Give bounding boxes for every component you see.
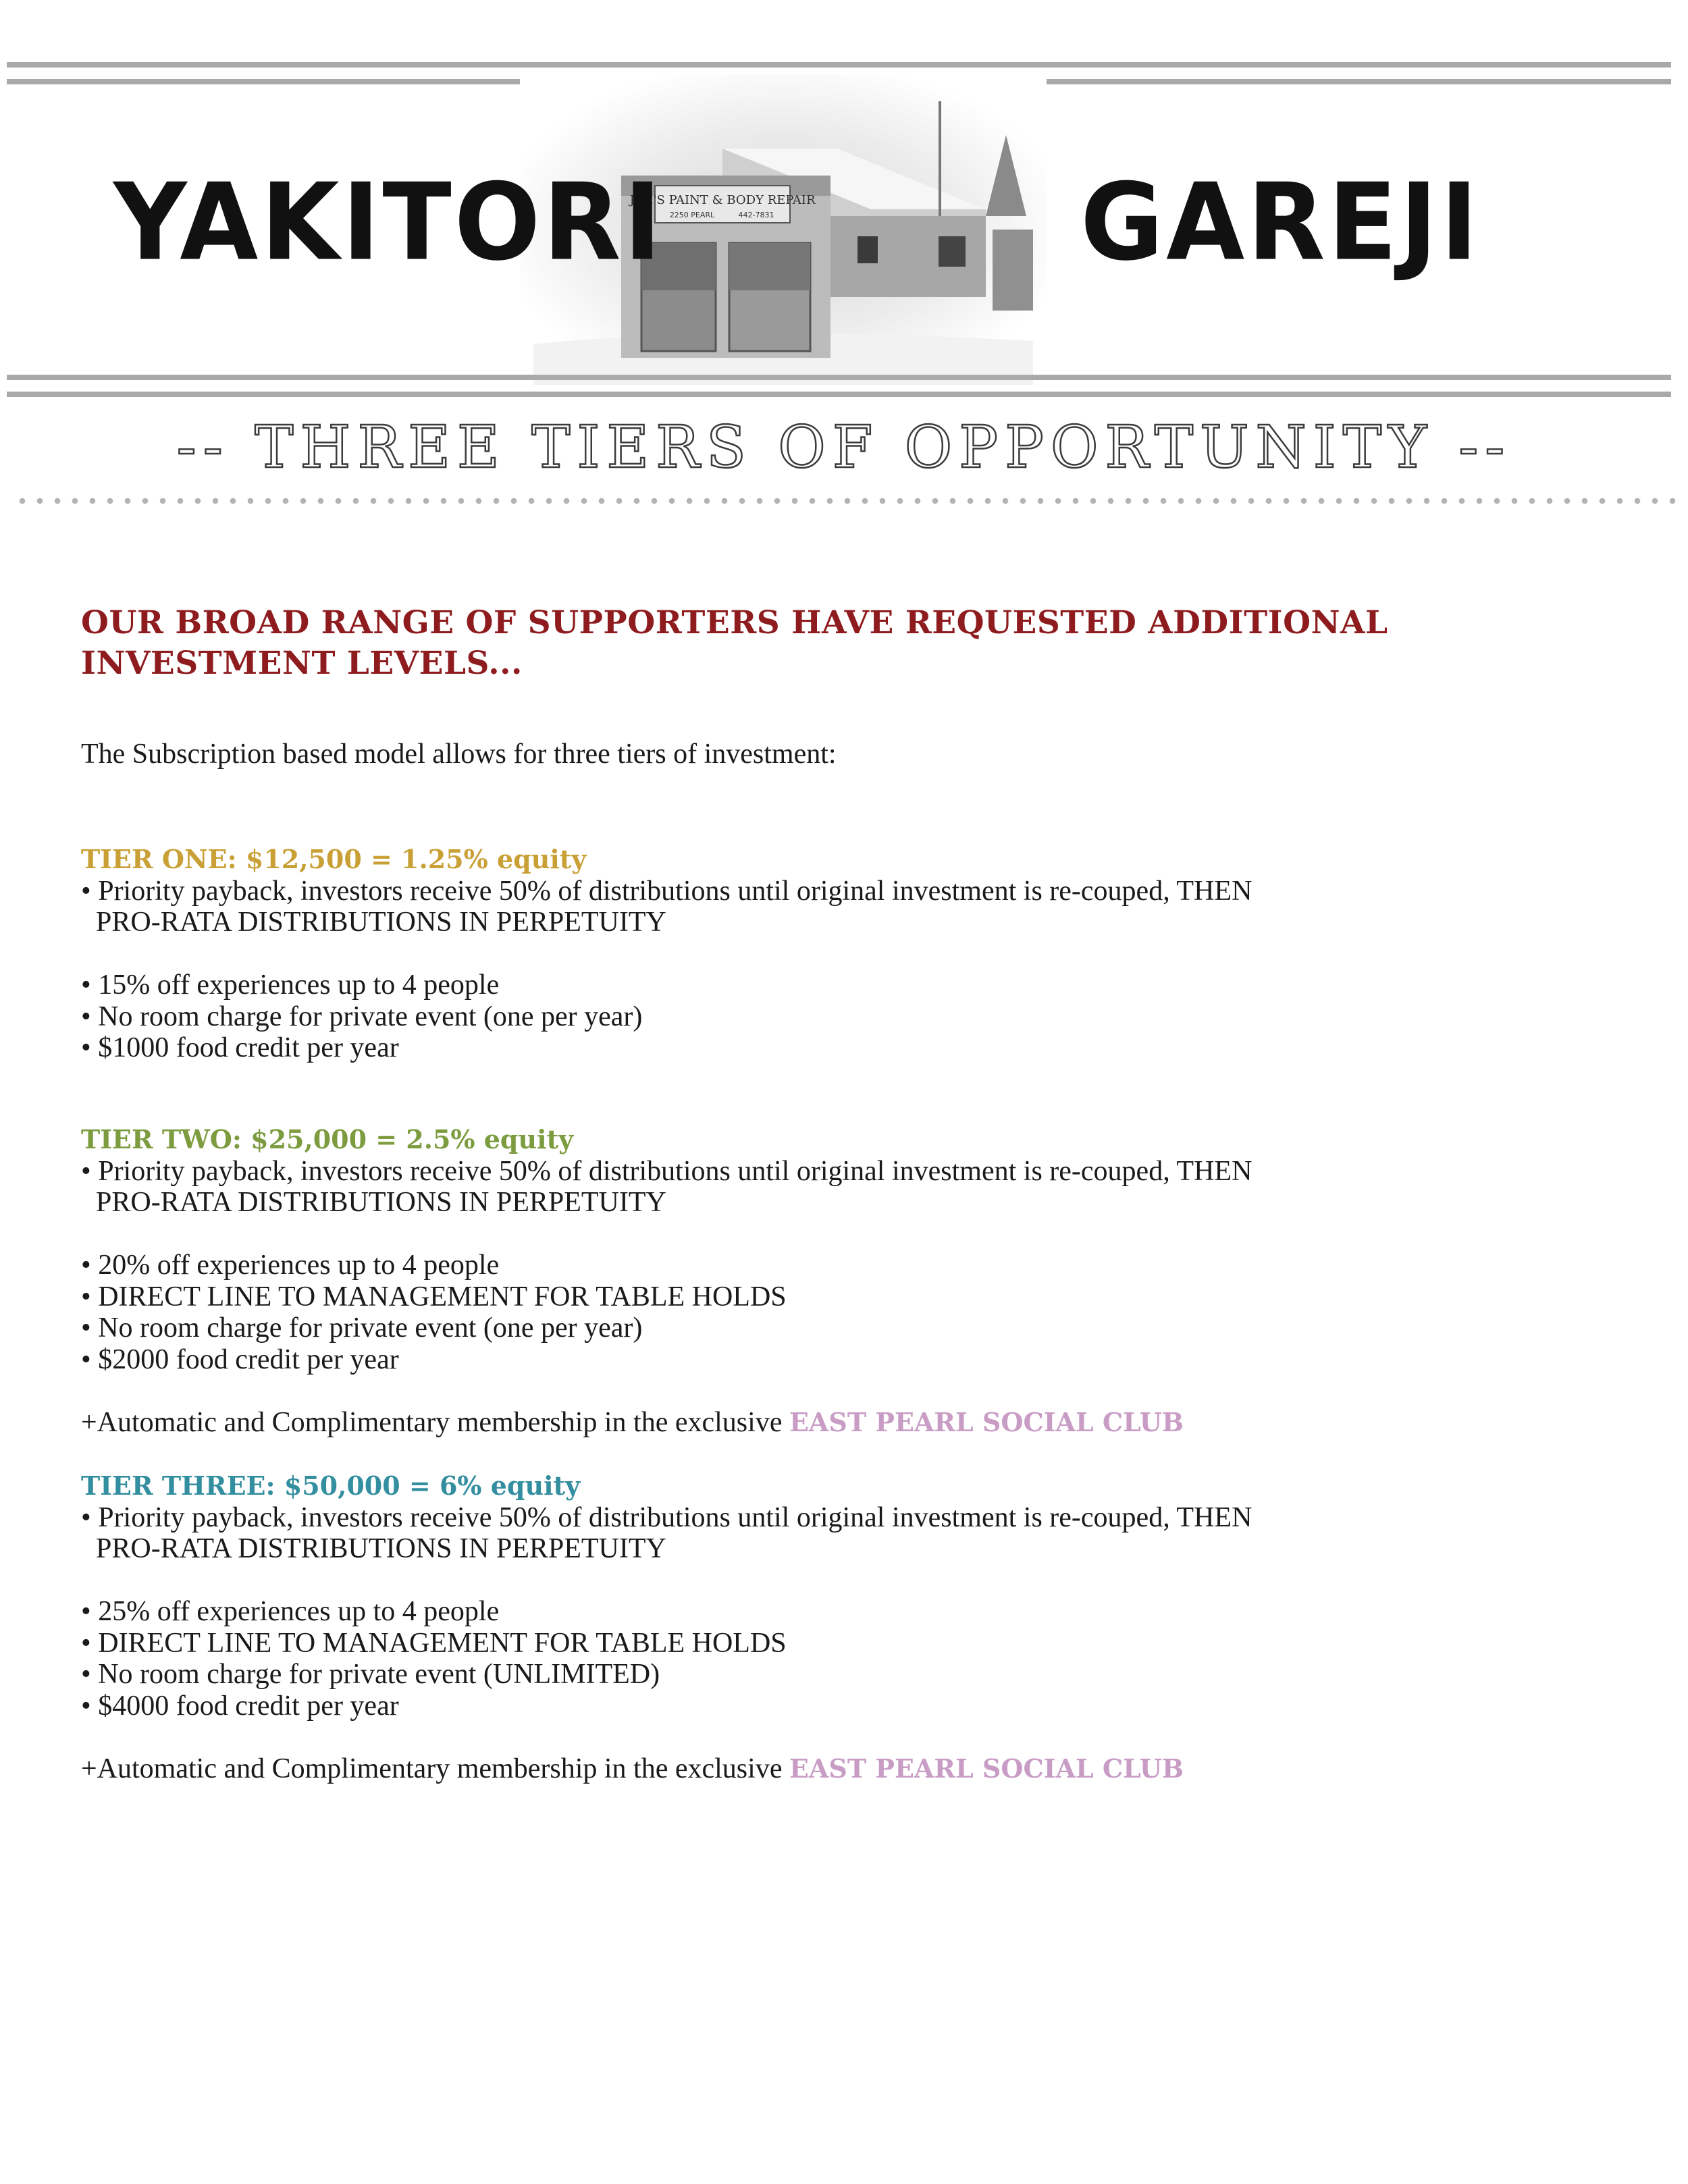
tier-two-membership — [81, 1407, 1634, 1439]
list-item: • No room charge for private event (UNLIMITED) — [81, 1659, 660, 1690]
header-rule-1 — [7, 62, 1671, 68]
list-item: • $4000 food credit per year — [81, 1690, 399, 1722]
social-club-name: EAST PEARL SOCIAL CLUB — [789, 1753, 1184, 1784]
photo-sign-name: JOE'S PAINT & BODY REPAIR — [629, 193, 816, 207]
tier-one-payback: • Priority payback, investors receive 50% of distributions until original investment is re-couped, THEN — [81, 875, 1252, 907]
tier-one — [81, 844, 1634, 1064]
brand-yakitori: YAKITORI — [113, 161, 664, 285]
tier-one-title: TIER ONE: $12,500 = 1.25% equity — [81, 844, 587, 874]
list-item: • DIRECT LINE TO MANAGEMENT FOR TABLE HOLDS — [81, 1627, 787, 1659]
tier-two-payback-cont: PRO-RATA DISTRIBUTIONS IN PERPETUITY — [96, 1187, 666, 1218]
list-item: • No room charge for private event (one per year) — [81, 1001, 643, 1032]
brand-gareji: GAREJI — [1080, 161, 1481, 285]
list-item: • $1000 food credit per year — [81, 1032, 399, 1063]
tier-three-membership — [81, 1753, 1634, 1785]
tier-three-payback-cont: PRO-RATA DISTRIBUTIONS IN PERPETUITY — [96, 1533, 666, 1564]
tier-one-payback-cont: PRO-RATA DISTRIBUTIONS IN PERPETUITY — [96, 907, 666, 938]
tier-two — [81, 1124, 1634, 1438]
list-item: • DIRECT LINE TO MANAGEMENT FOR TABLE HOLDS — [81, 1281, 787, 1312]
social-club-name: EAST PEARL SOCIAL CLUB — [789, 1406, 1184, 1437]
tier-three-title: TIER THREE: $50,000 = 6% equity — [81, 1470, 581, 1501]
photo-sign-address: 2250 PEARL — [669, 211, 715, 219]
membership-text: +Automatic and Complimentary membership in the exclusive — [81, 1406, 789, 1438]
list-item: • $2000 food credit per year — [81, 1343, 399, 1375]
list-item: • 20% off experiences up to 4 people — [81, 1250, 500, 1281]
dotted-divider — [14, 498, 1678, 504]
photo-sign-phone: 442-7831 — [738, 211, 774, 219]
tier-two-title: TIER TWO: $25,000 = 2.5% equity — [81, 1124, 574, 1154]
tier-three-payback: • Priority payback, investors receive 50% of distributions until original investment is re-couped, THEN — [81, 1501, 1252, 1533]
list-item: • 15% off experiences up to 4 people — [81, 969, 500, 1001]
header-rule-3 — [7, 375, 1671, 380]
tier-two-payback: • Priority payback, investors receive 50% of distributions until original investment is re-couped, THEN — [81, 1155, 1252, 1187]
page-subtitle: -- THREE TIERS OF OPPORTUNITY -- — [176, 414, 1512, 481]
header-rule-4 — [7, 392, 1671, 397]
headline: OUR BROAD RANGE OF SUPPORTERS HAVE REQUESTED ADDITIONAL INVESTMENT LEVELS... — [81, 604, 1388, 682]
list-item: • No room charge for private event (one per year) — [81, 1312, 643, 1343]
intro-text: The Subscription based model allows for three tiers of investment: — [81, 739, 837, 770]
tier-three — [81, 1470, 1634, 1784]
list-item: • 25% off experiences up to 4 people — [81, 1596, 500, 1627]
membership-text: +Automatic and Complimentary membership in the exclusive — [81, 1753, 789, 1784]
